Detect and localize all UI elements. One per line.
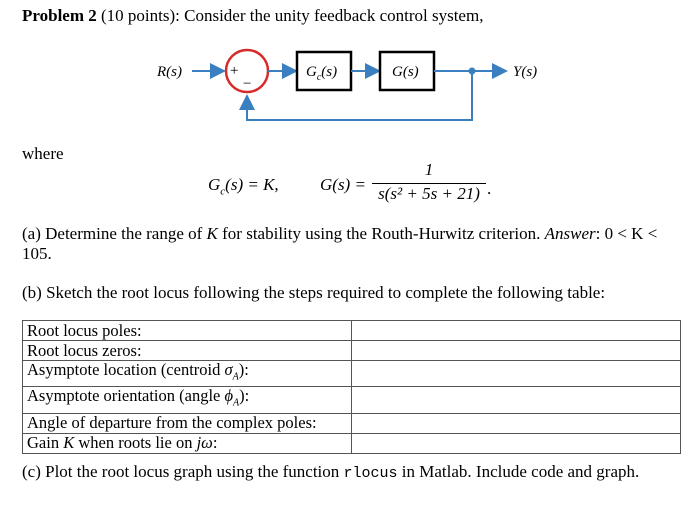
input-label: R(s)	[157, 64, 182, 80]
minus-sign: −	[242, 76, 253, 92]
row-label-departure: Angle of departure from the complex poles:	[23, 413, 352, 433]
gc-block-label: $G_c(s)$	[306, 64, 338, 83]
g-numerator: 1	[424, 160, 434, 179]
root-locus-table	[22, 320, 681, 454]
part-a-line1: (a) Determine the range of K for stability using the Routh-Hurwitz criterion. Answer: 0 < K <	[22, 224, 658, 243]
problem-heading	[22, 6, 483, 26]
rlocus-code: rlocus	[343, 465, 398, 482]
row-label-gain: Gain K when roots lie on jω:	[23, 433, 352, 453]
where-text: where	[22, 144, 64, 163]
table-row	[23, 413, 681, 433]
block-diagram	[0, 30, 700, 160]
table-row	[23, 321, 681, 341]
row-label-angle: Asymptote orientation (angle $\phi_A$):	[23, 387, 352, 413]
g-block-label: G(s)	[392, 64, 419, 80]
answer-cell[interactable]	[352, 321, 681, 341]
problem-label: Problem 2	[22, 6, 97, 25]
answer-cell[interactable]	[352, 341, 681, 361]
table-row	[23, 341, 681, 361]
answer-cell[interactable]	[352, 387, 681, 413]
equation-period: .	[487, 179, 492, 198]
table-row	[23, 387, 681, 413]
table-row	[23, 361, 681, 387]
answer-cell[interactable]	[352, 413, 681, 433]
part-a-line2: 105.	[22, 244, 52, 263]
answer-cell[interactable]	[352, 361, 681, 387]
row-label-poles: Root locus poles:	[23, 321, 352, 341]
problem-points: (10 points): Consider the unity feedback control system,	[101, 6, 484, 25]
row-label-zeros: Root locus zeros:	[23, 341, 352, 361]
table-row	[23, 433, 681, 453]
feedback-path	[247, 71, 472, 120]
g-equation-lhs: G(s) =	[320, 175, 366, 194]
gc-equation: $G_c(s) = K$,	[208, 175, 279, 198]
row-label-centroid: Asymptote location (centroid $\sigma_A$):	[23, 361, 352, 387]
answer-cell[interactable]	[352, 433, 681, 453]
g-denominator: s(s² + 5s + 21)	[378, 184, 480, 203]
output-label: Y(s)	[513, 64, 538, 80]
part-b-text: (b) Sketch the root locus following the steps required to complete the following table:	[22, 283, 606, 302]
part-c-text: (c) Plot the root locus graph using the function rlocus in Matlab. Include code and graph.	[22, 462, 640, 482]
plus-sign: +	[229, 63, 240, 79]
